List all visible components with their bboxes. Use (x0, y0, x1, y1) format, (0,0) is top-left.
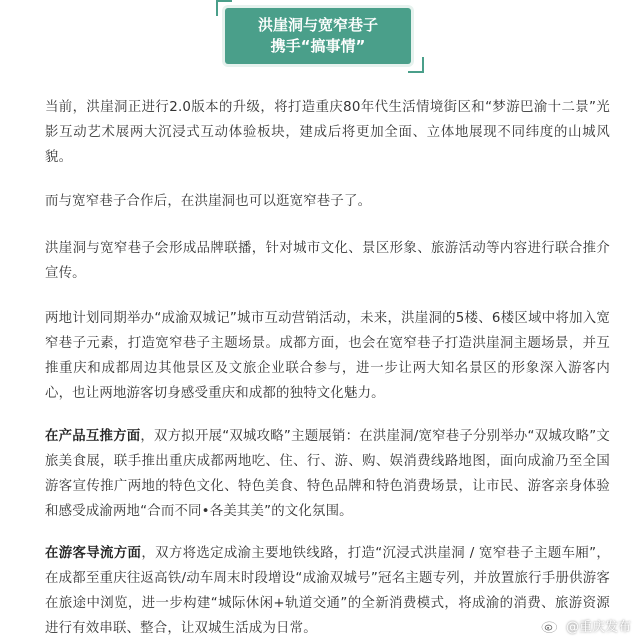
corner-decoration-bottom-right (408, 57, 424, 73)
watermark-text: @重庆发布 (565, 620, 631, 635)
title-line-1: 洪崖洞与宽窄巷子 (257, 16, 378, 34)
paragraph-product-promotion (45, 424, 610, 524)
title-line-2: 携手“搞事情” (270, 37, 366, 55)
paragraph-cooperation: 而与宽窄巷子合作后，在洪崖洞也可以逛宽窄巷子了。 (45, 194, 372, 209)
header-banner (0, 0, 641, 80)
paragraph-marketing-event: 两地计划同期举办“成渝双城记”城市互动营销活动，未来，洪崖洞的5楼、6楼区域中将加入宽窄巷子元素，打造宽窄巷子主题场景。成都方面，也会在宽窄巷子打造洪崖洞主题场景，并互推重庆和成都周边其他景区及文旅企业联合参与，进一步让两大知名景区的形象深入游客内心，也让两地游客切身感受重庆和成都的独特文化魅力。 (45, 311, 610, 401)
weibo-icon (541, 617, 561, 634)
product-promotion-lead: 在产品互推方面 (45, 429, 141, 444)
paragraph-brand-broadcast: 洪崖洞与宽窄巷子会形成品牌联播，针对城市文化、景区形象、旅游活动等内容进行联合推介宣传。 (45, 241, 610, 281)
paragraph-upgrade: 当前，洪崖洞正进行2.0版本的升级，将打造重庆80年代生活情境街区和“梦游巴渝十二景”光影互动艺术展两大沉浸式互动体验板块，建成后将更加全面、立体地展现不同纬度的山城风貌。 (45, 100, 610, 165)
watermark (541, 616, 631, 635)
paragraph-tourist-flow (45, 541, 610, 641)
tourist-flow-body: ，双方将选定成渝主要地铁线路，打造“沉浸式洪崖洞 / 宽窄巷子主题车厢”，在成都至重庆往返高铁/动车周末时段增设“成渝双城号”冠名主题专列，并放置旅行手册供游客在旅途中浏览，进一步构建“城际休闲+轨道交通”的全新消费模式，将成渝的消费、旅游资源进行有效串联、整合，让双城生活成为日常。 (45, 546, 610, 636)
tourist-flow-lead: 在游客导流方面 (45, 546, 142, 561)
product-promotion-body: ，双方拟开展“双城攻略”主题展销：在洪崖洞/宽窄巷子分别举办“双城攻略”文旅美食展，联手推出重庆成都两地吃、住、行、游、购、娱消费线路地图，面向成渝乃至全国游客宣传推广两地的特色文化、特色美食、特色品牌和特色消费场景，让市民、游客亲身体验和感受成渝两地“合而不同•各美其美”的文化氛围。 (45, 429, 610, 519)
title-box (225, 8, 411, 64)
